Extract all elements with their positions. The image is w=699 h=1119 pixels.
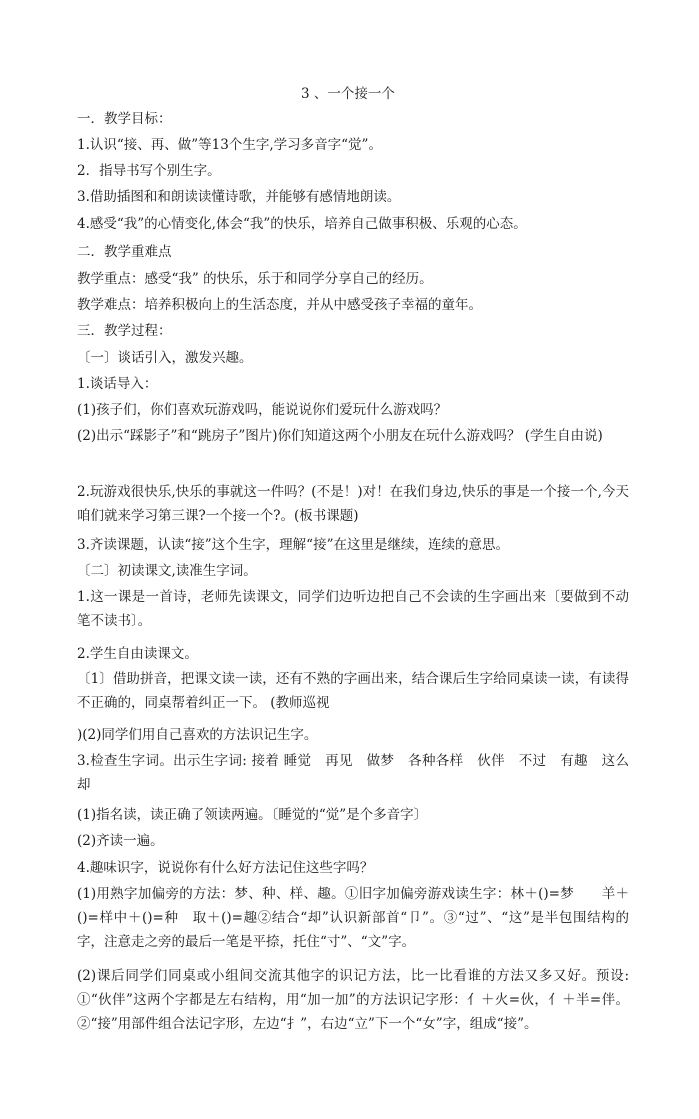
goal-3: 3.借助插图和和朗读读懂诗歌，并能够有感情地朗读。 — [77, 189, 401, 205]
fun-literacy-heading: 4.趣味识字，说说你有什么好方法记住这些字吗？ — [77, 860, 374, 876]
section-two-heading: 〔二〕初读课文,读准生字词。 — [77, 563, 257, 579]
heading-process: 三．教学过程： — [77, 323, 172, 339]
difficult-point: 教学难点：培养积极向上的生活态度，并从中感受孩子幸福的童年。 — [77, 297, 482, 313]
question-1: (1)孩子们，你们喜欢玩游戏吗，能说说你们爱玩什么游戏吗？ — [77, 402, 448, 418]
vocabulary-check: 3.检查生字词。出示生字词: 接着 睡觉 再见 做梦 各种各样 伙伴 不过 有趣 这么 却 — [77, 753, 643, 793]
goal-4: 4.感受“我”的心情变化,体会“我”的快乐，培养自己做事积极、乐观的心态。 — [77, 216, 527, 232]
document-title: 3 、一个接一个 — [301, 86, 395, 102]
reading-step-2-1: 〔1〕借助拼音，把课文读一读，还有不熟的字画出来，结合课后生字给同桌读一读，有读得不正确的，同桌帮着纠正一下。 (教师巡视 — [77, 671, 629, 711]
heading-key-points: 二．教学重难点 — [77, 244, 172, 260]
goal-1: 1.认识“接、再、做”等13个生字,学习多音字“觉”。 — [77, 137, 382, 153]
fun-literacy-method-1: (1)用熟字加偏旁的方法：梦、种、样、趣。①旧字加偏旁游戏读生字：林＋()=梦 羊＋()=样中＋()=种 取＋()=趣②结合“却”认识新部首“卩”。③“过”、“这”是半包围结构的字，注意走之旁的最后一笔是平捺，托住“寸”、“文”字。 — [77, 886, 629, 950]
fun-literacy-method-2: (2)课后同学们同桌或小组间交流其他字的识记方法，比一比看谁的方法又多又好。预设: ①“伙伴”这两个字都是左右结构，用“加一加”的方法识记字形：亻＋火=伙，亻＋半=伴。②“接”用部件组合法记字形，左边“扌”，右边“立”下一个“女”字，组成“接”。 — [77, 968, 629, 1032]
goal-2: 2．指导书写个别生字。 — [77, 163, 221, 179]
talk-intro: 1.谈话导入： — [77, 376, 158, 392]
vocabulary-step-2: (2)齐读一遍。 — [77, 833, 164, 849]
step-3-paragraph: 3.齐读课题，认读“接”这个生字，理解“接”在这里是继续，连续的意思。 — [77, 537, 509, 553]
section-one-heading: 〔一〕谈话引入，激发兴趣。 — [77, 350, 253, 366]
question-2: (2)出示“踩影子”和“跳房子”图片)你们知道这两个小朋友在玩什么游戏吗？ (学生自由说) — [77, 428, 603, 444]
reading-step-2-2: )(2)同学们用自己喜欢的方法识记生字。 — [77, 727, 318, 743]
reading-step-1: 1.这一课是一首诗，老师先读课文，同学们边听边把自己不会读的生字画出来〔要做到不动笔不读书〕。 — [77, 589, 629, 629]
reading-step-2: 2.学生自由读课文。 — [77, 646, 198, 662]
key-point: 教学重点：感受“我” 的快乐，乐于和同学分享自己的经历。 — [77, 271, 433, 287]
vocabulary-step-1: (1)指名读，读正确了领读两遍。〔睡觉的“觉”是个多音字〕 — [77, 807, 428, 823]
heading-goals: 一．教学目标： — [77, 111, 172, 127]
step-2-paragraph: 2.玩游戏很快乐,快乐的事就这一件吗？(不是！)对！在我们身边,快乐的事是一个接一个,今天咱们就来学习第三课?一个接一个?。(板书课题) — [77, 484, 629, 524]
